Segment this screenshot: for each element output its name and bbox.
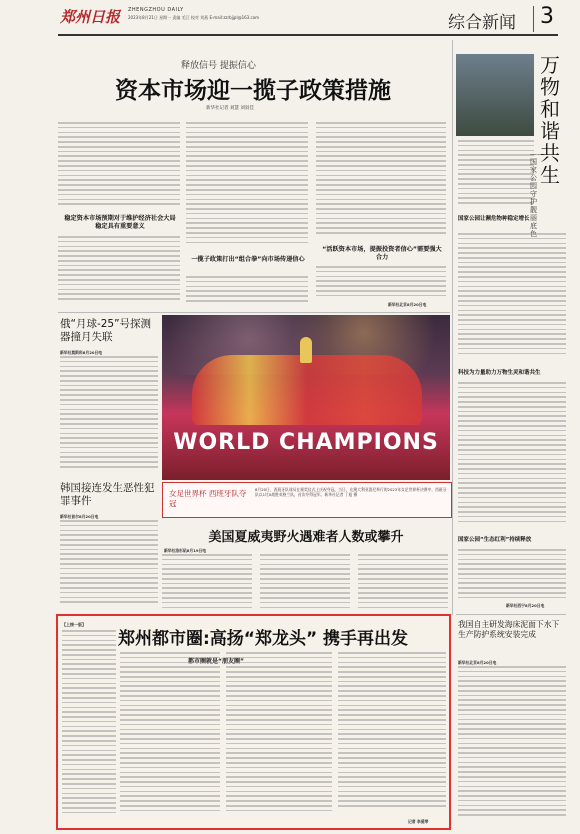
right-subtitle: ——国家公园守护靓丽底 — [530, 150, 544, 230]
right-subhead-1: 国家公园让濒危物种稳定增长 — [458, 216, 530, 222]
right-photo — [456, 54, 534, 136]
right-source: 新华社西宁8月20日电 — [506, 603, 545, 608]
wildfire-headline: 美国夏威夷野火遇难者人数或攀升 — [208, 530, 404, 545]
masthead-rule — [58, 34, 558, 36]
right-headline: 万物和谐共生 — [540, 53, 560, 187]
world-cup-photo — [162, 315, 450, 480]
photo-caption-title: 女足世界杯 西班牙队夺冠 — [169, 489, 247, 508]
bottom-headline: 郑州都市圈:高扬“郑龙头” 携手再出发 — [118, 629, 409, 649]
photo-caption-box — [162, 482, 452, 518]
world-champions-banner: WORLD CHAMPIONS — [173, 430, 439, 455]
wildfire-story — [162, 518, 450, 613]
photo-caption-text: 8月20日，西班牙队球员在颁奖仪式上庆祝夺冠。当日，在澳大利亚悉尼举行的2023年女足世界杯决赛中，西班牙队以1比0战胜英格兰队，首次夺得冠军。新华社记者 丁旭 摄 — [255, 487, 447, 497]
right-col-divider — [452, 40, 453, 615]
moon-probe-text — [60, 356, 158, 476]
lead-text-col1b — [58, 236, 180, 306]
page-number: 3 — [540, 4, 554, 29]
lead-kicker: 释放信号 提振信心 — [181, 61, 256, 71]
players-group — [192, 355, 422, 425]
lead-text-col2 — [186, 122, 308, 252]
lead-text-col3 — [316, 122, 446, 242]
masthead — [0, 0, 580, 40]
bottom-source: 记者 李爱琴 — [408, 819, 429, 824]
lead-text-col3b — [316, 266, 446, 302]
wildfire-text-1 — [162, 554, 252, 612]
bottom-text-col4 — [338, 652, 446, 820]
bottom-text-col3 — [226, 652, 332, 824]
wildfire-text-2 — [260, 554, 350, 612]
lead-subhead-3: “活跃资本市场，提振投资者信心”需要强大合力 — [322, 246, 442, 261]
lead-story — [58, 40, 448, 310]
lead-text-col1 — [58, 122, 180, 212]
lead-subhead-2: 一揽子政策打出“组合拳”向市场传递信心 — [191, 256, 305, 263]
moon-probe-story — [58, 314, 160, 464]
bottom-text-col1 — [62, 630, 116, 825]
korea-text — [60, 520, 158, 608]
factory-text — [458, 666, 566, 826]
korea-headline: 韩国接连发生恶性犯罪事件 — [60, 482, 155, 507]
factory-story — [456, 616, 566, 830]
wildfire-source: 新华社洛杉矶8月19日电 — [164, 548, 207, 553]
newspaper-logo: 郑州日报 — [60, 8, 121, 26]
bottom-text-col2 — [120, 652, 220, 824]
factory-source: 新华社北京8月20日电 — [458, 660, 497, 665]
wildfire-text-3 — [358, 554, 448, 612]
moon-probe-headline: 俄“月球-25”号探测器撞月失联 — [60, 318, 152, 343]
korea-source: 新华社首尔8月20日电 — [60, 514, 99, 519]
lead-source: 新华社北京8月20日电 — [388, 302, 427, 307]
mid-rule — [58, 312, 450, 313]
section-name: 综合新闻 — [448, 13, 516, 33]
right-subhead-3: 国家公园“生态红利”持续释放 — [458, 537, 532, 543]
korea-story — [58, 478, 160, 608]
moon-probe-source: 新华社莫斯科8月20日电 — [60, 350, 103, 355]
right-intro-text — [458, 140, 534, 210]
lead-text-col2b — [186, 276, 308, 308]
factory-rule — [456, 614, 566, 615]
lead-headline: 资本市场迎一揽子政策措施 — [115, 78, 391, 104]
page-number-box — [533, 6, 560, 32]
right-column-story — [456, 40, 566, 610]
factory-headline: 我国自主研发海床泥面下水下生产防护系统安装完成 — [458, 620, 560, 639]
right-text-a — [458, 233, 566, 363]
date-line: 2023年8月21日 星期一 责编 毛江 校对 刘燕 E-mail:zzrbjjpl@163.com — [128, 15, 260, 20]
lead-subhead-1: 稳定资本市场预期对于维护经济社会大局稳定具有重要意义 — [64, 215, 176, 230]
right-subhead-2: 科技为力量助力万物生灵和谐共生 — [458, 370, 541, 376]
bottom-lede: 【上接一版】 — [62, 622, 86, 627]
right-text-b — [458, 382, 566, 532]
right-text-c — [458, 549, 566, 603]
lead-byline: 新华社记者 刘慧 刘羽佳 — [206, 106, 254, 111]
bottom-feature — [56, 614, 451, 830]
newspaper-logo-en: ZHENGZHOU DAILY — [128, 7, 184, 13]
trophy — [300, 337, 312, 363]
